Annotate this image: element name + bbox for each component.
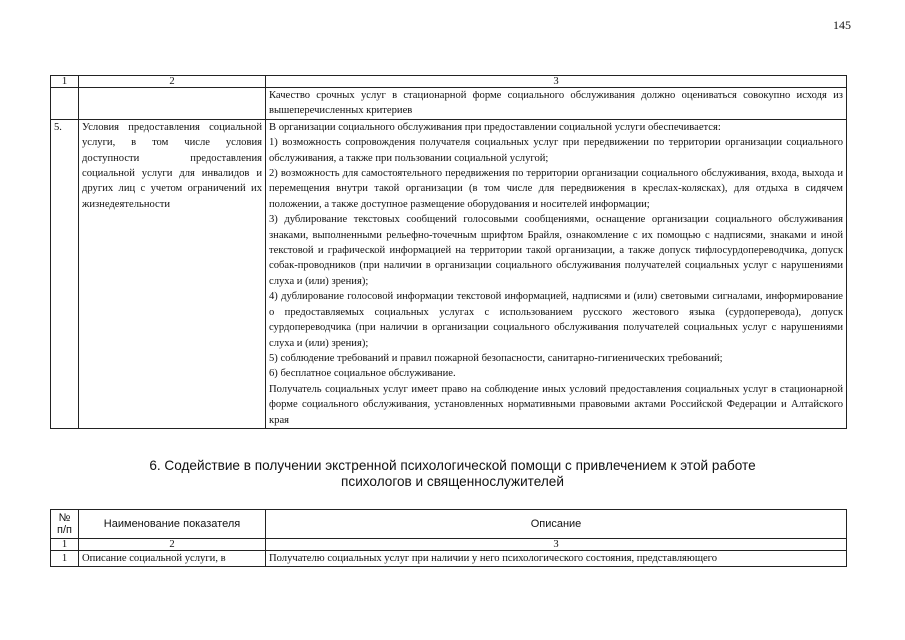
header-description: Описание <box>266 510 847 539</box>
description-cell: Качество срочных услуг в стационарной форме социального обслуживания должно оцениваться совокупно исходя из вышеперечисленных критериев <box>266 88 847 120</box>
table-row <box>51 88 847 120</box>
table-row <box>51 551 847 567</box>
row-number-cell: 1 <box>51 551 79 567</box>
column-number-1: 1 <box>51 76 79 88</box>
row-number-cell: 5. <box>51 119 79 428</box>
description-paragraph: 6) бесплатное социальное обслуживание. <box>269 368 456 380</box>
services-table-continued <box>50 75 847 429</box>
column-number-row <box>51 539 847 551</box>
column-number-2: 2 <box>79 539 266 551</box>
row-number-cell <box>51 88 79 120</box>
column-number-3: 3 <box>266 539 847 551</box>
description-cell <box>266 119 847 428</box>
column-number-1: 1 <box>51 539 79 551</box>
indicator-name-cell: Описание социальной услуги, в <box>79 551 266 567</box>
header-number <box>51 510 79 539</box>
section-title-line: 6. Содействие в получении экстренной психологической помощи с привлечением к этой работе <box>149 458 756 473</box>
indicator-name-cell: Условия предоставления социальной услуги, в том числе условия доступности предоставления социальной услуги для инвалидов и других лиц с учетом ограничений их жизнедеятельности <box>79 119 266 428</box>
description-paragraph: 1) возможность сопровождения получателя социальных услуг при передвижении по территории организации социального обслуживания, а также при пользовании социальной услугой; <box>269 137 843 164</box>
description-paragraph: В организации социального обслуживания при предоставлении социальной услуги обеспечивается: <box>269 121 721 133</box>
column-number-3: 3 <box>266 76 847 88</box>
header-number-line: № <box>58 512 71 524</box>
description-paragraph: 5) соблюдение требований и правил пожарной безопасности, санитарно-гигиенических требований; <box>269 352 723 364</box>
header-indicator-name: Наименование показателя <box>79 510 266 539</box>
table-header-row <box>51 510 847 539</box>
section-title-line: психологов и священнослужителей <box>341 474 564 489</box>
description-paragraph: 3) дублирование текстовых сообщений голосовыми сообщениями, оснащение организации социального обслуживания знаками, выполненными рельефно-точечным шрифтом Брайля, ознакомление с их помощью с надписями, знаками и иной текстовой и графической информацией на территории такой организации, а также допуск тифлосурдопереводчика, допуск собак-проводников (при наличии в организации социального обслуживания получателей социальных услуг с нарушениями слуха и (или) зрения); <box>269 214 843 287</box>
column-number-row <box>51 76 847 88</box>
description-paragraph: 4) дублирование голосовой информации текстовой информацией, надписями и (или) световыми сигналами, информирование о предоставляемых социальных услугах с использованием русского жестового языка (сурдоперевода), допуск сурдопереводчика (при наличии в организации социального обслуживания получателей социальных услуг с нарушениями слуха и (или) зрения); <box>269 291 843 349</box>
services-table <box>50 509 847 567</box>
table-row <box>51 119 847 428</box>
description-paragraph: Получатель социальных услуг имеет право на соблюдение иных условий предоставления социальных услуг в стационарной форме социального обслуживания, установленных нормативными правовыми актами Российской Федерации и Алтайского края <box>269 383 843 426</box>
indicator-name-cell <box>79 88 266 120</box>
description-paragraph: 2) возможность для самостоятельного передвижения по территории организации социального обслуживания, входа, выхода и перемещения внутри такой организации (в том числе для передвижения в креслах-колясках), для отдыха в сидячем положении, а также доступное размещение оборудования и носителей информации; <box>269 168 843 210</box>
section-title <box>0 458 905 490</box>
header-number-line: п/п <box>57 524 72 536</box>
page-number: 145 <box>833 18 851 32</box>
column-number-2: 2 <box>79 76 266 88</box>
description-cell: Получателю социальных услуг при наличии у него психологического состояния, представляющего <box>266 551 847 567</box>
